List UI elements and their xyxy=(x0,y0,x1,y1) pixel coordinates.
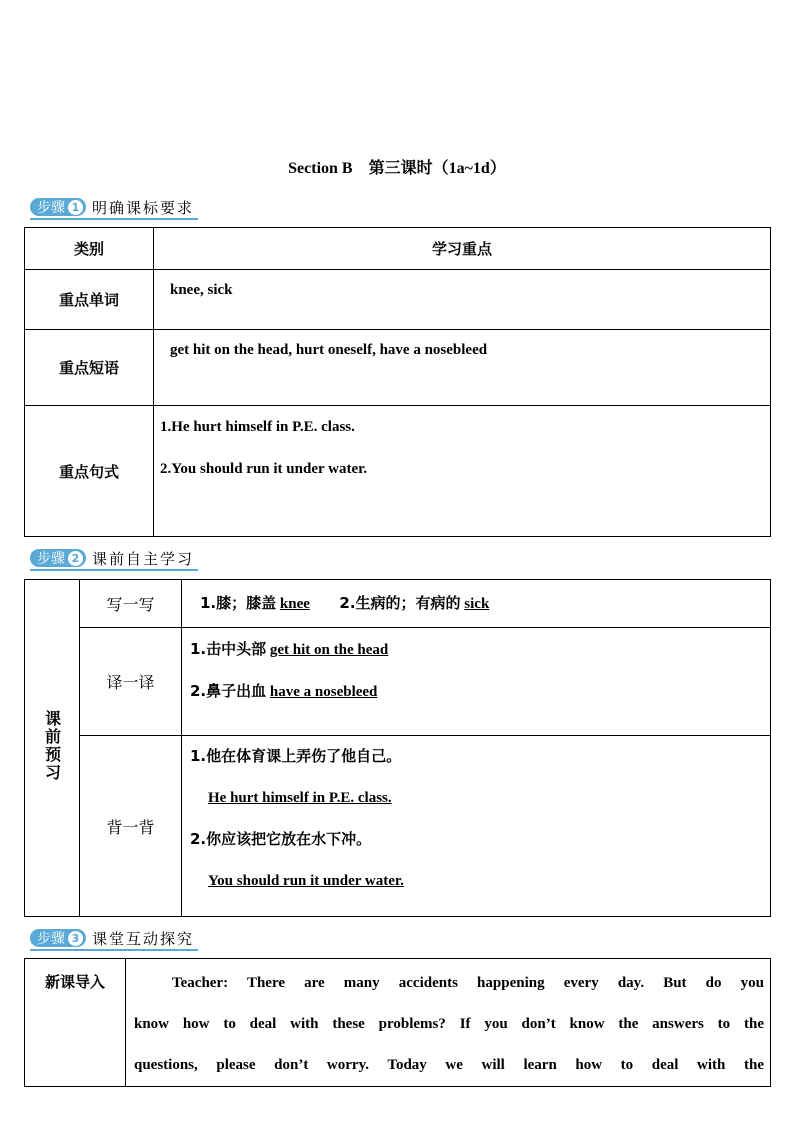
step-2-heading xyxy=(30,548,194,568)
category-words: 重点单词 xyxy=(25,270,154,330)
step-badge: 步骤 1 xyxy=(30,198,86,216)
answer-sentence-1: He hurt himself in P.E. class. xyxy=(208,790,392,806)
step-title: 明确课标要求 xyxy=(92,198,195,217)
intro-text xyxy=(126,959,771,1087)
step-number: 3 xyxy=(68,931,83,946)
lesson-intro-table xyxy=(24,958,771,1087)
preview-side-label: 课前预习 xyxy=(25,580,80,917)
step-underline xyxy=(30,218,198,220)
intro-label: 新课导入 xyxy=(25,959,126,1087)
key-phrases: get hit on the head, hurt oneself, have a nosebleed xyxy=(154,330,771,406)
answer-nosebleed: have a nosebleed xyxy=(269,684,378,700)
step-badge: 步骤 3 xyxy=(30,929,86,947)
write-content: 1.膝；膝盖 knee 2.生病的；有病的 sick xyxy=(182,580,771,628)
sentence-2: 2.You should run it under water. xyxy=(160,461,368,477)
step-1-heading xyxy=(30,197,194,217)
page-title: Section B 第三课时（1a~1d） xyxy=(288,160,506,177)
answer-knee: knee xyxy=(279,596,310,612)
step-number: 1 xyxy=(68,200,83,215)
step-badge: 步骤 2 xyxy=(30,549,86,567)
step-title: 课堂互动探究 xyxy=(92,929,195,948)
step-underline xyxy=(30,569,198,571)
intro-line-3: questions, please don’t worry. Today we will learn how to deal with the xyxy=(134,1057,764,1073)
step-3-heading xyxy=(30,928,194,948)
intro-line-1: Teacher: There are many accidents happening every day. But do you xyxy=(172,975,764,991)
intro-line-2: know how to deal with these problems? If you don’t know the answers to the xyxy=(134,1016,764,1032)
key-sentences xyxy=(154,406,771,537)
answer-get-hit: get hit on the head xyxy=(269,642,389,658)
step-underline xyxy=(30,949,198,951)
step-title: 课前自主学习 xyxy=(92,549,195,568)
header-focus: 学习重点 xyxy=(154,228,771,270)
answer-sick: sick xyxy=(464,596,490,612)
recite-content: 1.他在体育课上弄伤了他自己。 He hurt himself in P.E. class. 2.你应该把它放在水下冲。 You should run it under water. xyxy=(182,736,771,917)
preview-table xyxy=(24,579,771,917)
focus-table xyxy=(24,227,771,537)
answer-sentence-2: You should run it under water. xyxy=(208,873,404,889)
key-words: knee, sick xyxy=(154,270,771,330)
header-category: 类别 xyxy=(25,228,154,270)
sentence-1: 1.He hurt himself in P.E. class. xyxy=(160,419,355,435)
write-label: 写一写 xyxy=(80,580,182,628)
recite-label: 背一背 xyxy=(80,736,182,917)
translate-label: 译一译 xyxy=(80,628,182,736)
category-phrases: 重点短语 xyxy=(25,330,154,406)
category-sentences: 重点句式 xyxy=(25,406,154,537)
step-number: 2 xyxy=(68,551,83,566)
translate-content: 1.击中头部 get hit on the head 2.鼻子出血 have a nosebleed xyxy=(182,628,771,736)
